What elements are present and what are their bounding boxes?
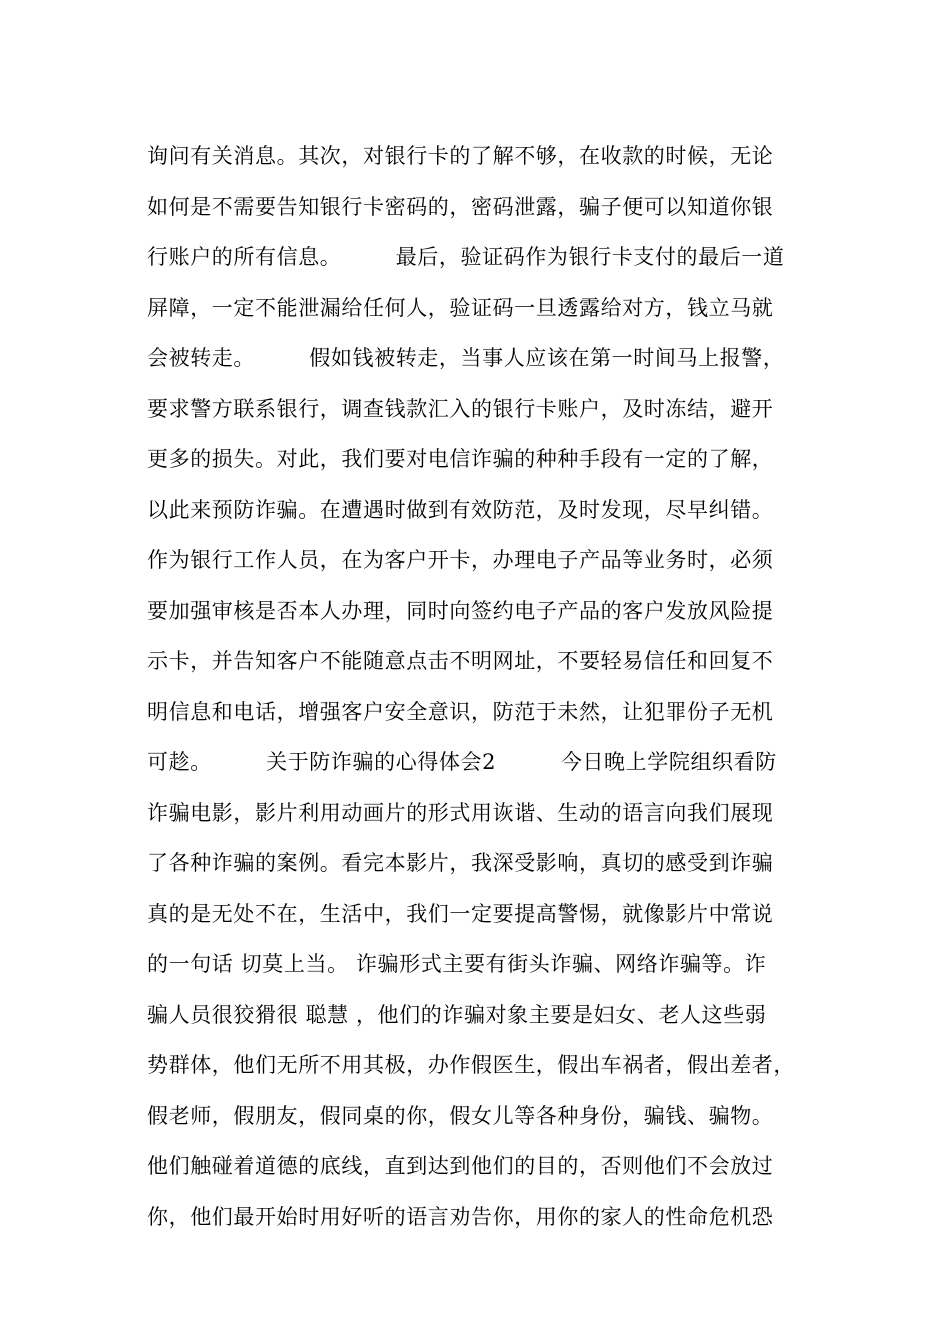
text-line: 势群体，他们无所不用其极，办作假医生，假出车祸者，假出差者， (147, 1053, 795, 1077)
text-line: 会被转走。 假如钱被转走，当事人应该在第一时间马上报警， (147, 346, 785, 370)
text-line: 诈骗电影，影片利用动画片的形式用诙谐、生动的语言向我们展现 (147, 800, 774, 825)
text-line: 要求警方联系银行，调查钱款汇入的银行卡账户，及时冻结，避开 (147, 396, 774, 421)
text-line: 他们触碰着道德的底线，直到达到他们的目的，否则他们不会放过 (147, 1154, 774, 1178)
text-line: 假老师，假朋友，假同桌的你，假女儿等各种身份，骗钱、骗物。 (147, 1103, 774, 1128)
text-line: 要加强审核是否本人办理，同时向签约电子产品的客户发放风险提 (147, 598, 774, 623)
text-line: 如何是不需要告知银行卡密码的，密码泄露，骗子便可以知道你银 (147, 194, 774, 219)
text-line: 作为银行工作人员，在为客户开卡，办理电子产品等业务时，必须 (147, 548, 774, 572)
text-line: 真的是无处不在，生活中，我们一定要提高警惕，就像影片中常说 (147, 901, 774, 926)
text-line: 了各种诈骗的案例。看完本影片，我深受影响，真切的感受到诈骗 (147, 851, 774, 875)
text-line: 示卡，并告知客户不能随意点击不明网址，不要轻易信任和回复不 (147, 649, 774, 673)
text-line: 询问有关消息。其次，对银行卡的了解不够，在收款的时候，无论 (147, 144, 774, 168)
body-text (147, 131, 827, 1242)
text-line: 可趁。 关于防诈骗的心得体会2 今日晚上学院组织看防 (147, 750, 777, 774)
text-line: 明信息和电话，增强客户安全意识，防范于未然，让犯罪份子无机 (147, 699, 774, 724)
text-line: 的一句话 切莫上当。 诈骗形式主要有街头诈骗、网络诈骗等。诈 (147, 952, 767, 976)
text-line: 屏障，一定不能泄漏给任何人，验证码一旦透露给对方，钱立马就 (147, 295, 774, 320)
text-line: 你，他们最开始时用好听的语言劝告你，用你的家人的性命危机恐 (147, 1204, 774, 1229)
text-line: 骗人员很狡猾很 聪慧 ，他们的诈骗对象主要是妇女、老人这些弱 (147, 1002, 767, 1027)
text-line: 以此来预防诈骗。在遭遇时做到有效防范，及时发现，尽早纠错。 (147, 497, 774, 522)
text-line: 更多的损失。对此，我们要对电信诈骗的种种手段有一定的了解， (147, 447, 774, 471)
text-line: 行账户的所有信息。 最后，验证码作为银行卡支付的最后一道 (147, 245, 785, 269)
